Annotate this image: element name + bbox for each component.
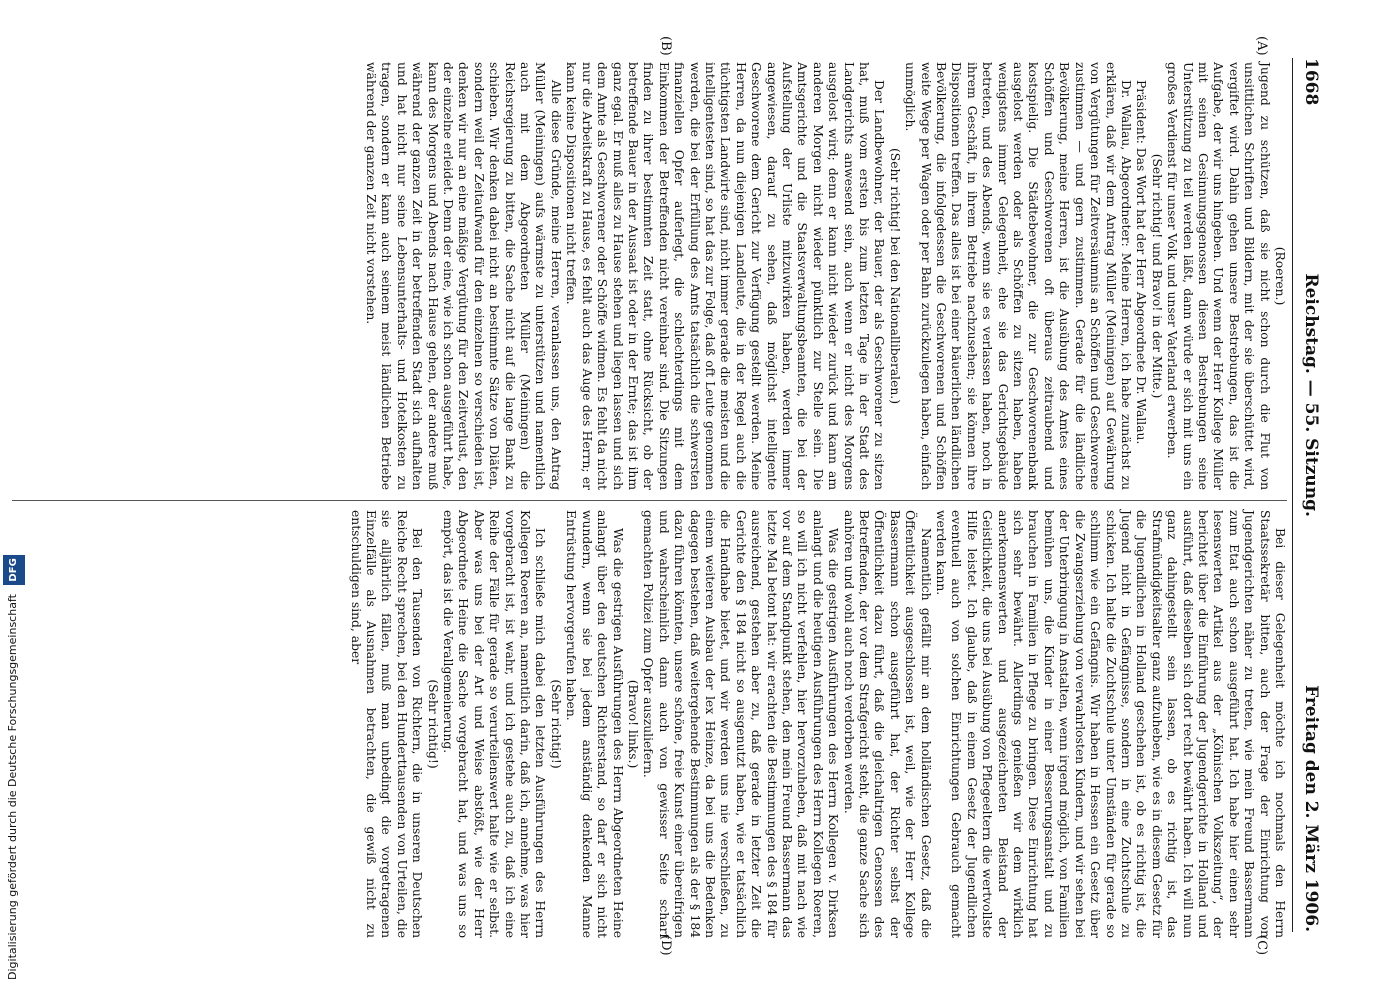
paragraph: Ich schließe mich dabei den letzten Ausführungen des Herrn Kollegen Roeren an, namentlich darin, daß ich, annehme, was hier vorgebracht ist, ist wahr, und ich gestehe auch zu, daß ich eine Reihe der Fälle für gerade so verurteilenswert halte wie er selbst. Aber was uns bei der Art und Weise abstößt, wie der Herr Abgeordnete Heine die Sache vorgebracht hat, und was uns so empört, das ist die Verallgemeinerung. <box>441 510 548 938</box>
dfg-logo: DFG <box>3 555 25 584</box>
right-column <box>347 510 1287 938</box>
digitization-credit <box>2 0 24 1000</box>
paragraph: Was die gestrigen Ausführungen des Herrn Kollegen v. Dirksen anlangt und die heutigen Ausführungen des Herrn Kollegen Roeren, so will ich nicht verfehlen, hier hervorzuheben, daß mit nach wie vor auf dem Standpunkt stehen, den mein Freund Bassermann das letzte Mal betont hat: wir erachten die Bestimmungen des § 184 für ausreichend, gestehen aber zu, daß gerade in letzter Zeit die Gerichte den § 184 nicht so ausgenutzt haben, wie er tatsächlich die Handhabe bietet, und wir werden uns nie verschließen, zu einem weiteren Ausbau der lex Heinze, da bei uns die Bedenken dagegen bestehen, daß weitergehende Bestimmungen als der § 184 dazu führen könnten, unsere schöne, freie Kunst einer übereifrigen und wahrscheinlich dann auch von gewisser Seite scharf gemachten Polizei zum Opfer auszuliefern. <box>641 510 841 938</box>
paragraph: Namentlich gefällt mir an dem holländischen Gesetz, daß die Öffentlichkeit ausgeschlossen ist, weil, wie der Herr Kollege Bassermann schon ausgeführt hat, der Richter selbst der Öffentlichkeit dazu führt, daß die gleichaltrigen Genossen des Betreffenden, der vor dem Strafgericht steht, die ganze Sache sich anhören und wohl auch noch verdorben werden. <box>841 510 933 938</box>
margin-letter-c: (C) <box>1254 935 1269 956</box>
header-rule <box>1292 58 1293 932</box>
credit-text: Digitalisierung gefördert durch die Deutsche Forschungsgemeinschaft <box>6 594 19 980</box>
page-title: Reichstag. — 55. Sitzung. <box>1301 273 1321 517</box>
paragraph: (Sehr richtig! und Bravo! in der Mitte.) <box>1149 153 1164 399</box>
paragraph: (Roeren.) <box>1273 246 1287 306</box>
paragraph: (Sehr richtig! bei den Nationalliberalen.) <box>887 147 902 404</box>
page-header <box>1291 58 1321 932</box>
paragraph: (Sehr richtig!) <box>425 679 440 769</box>
paragraph: Bei dieser Gelegenheit möchte ich nochmals den Herrn Staatssekretär bitten, auch der Frage der Einrichtung von Jugendgerichten näher zu treten, wie mein Freund Bassermann zum Etat auch schon ausgeführt hat. Ich habe hier einen sehr lesenswerten Artikel aus der „Kölnischen Volkszeitung“, der berichtet über die Einführung der Jugendgerichte in Holland und ausführt, daß dieselben sich dort recht bewährt haben. Ich will nun ganz dahingestellt sein lassen, ob es richtig ist, das Strafmündigkeitsalter ganz aufzuheben, wie es in diesem Gesetz für die Jugendlichen in Holland geschehen ist, ob es richtig ist, die Jugend nicht in Gefängnisse, sondern in eine Zuchtschule zu schicken. Ich halte die Zuchtschule unter Umständen für gerade so schlimm wie ein Gefängnis. Wir haben in Hessen ein Gesetz über die Zwangserziehung von verwahrlosten Kindern, und wir sehen bei der Unterbringung in Anstalten, wenn irgend möglich, von Familien bemühen uns, die Kinder in einer Besserungsanstalt und zu brauchen in Familien in Pflege zu bringen. Diese Einrichtung hat sich sehr bewährt. Allerdings genießen wir dem wirklich anerkennenswerten und ausgezeichneten Beistand der Geistlichkeit, die uns bei Ausübung von Pflegeeltern die wertvollste Hilfe leistet. Ich glaube, daß in einem Gesetz der Jugendlichen eventuell auch von solchen Einrichtungen Gebrauch gemacht werden kann. <box>934 510 1287 938</box>
margin-letter-b: (B) <box>658 36 673 56</box>
paragraph: Der Landbewohner, der Bauer, der als Geschworener zu sitzen hat, muß vom ersten bis zum letzten Tage in der Stadt des Landgerichts anwesend sein, auch wenn er nicht des Morgens ausgelost wird; denn er kann nicht wieder zurück und kann am anderen Morgen nicht wieder pünktlich zur Stelle sein. Die Amtsgerichte und die Staatsverwaltungsbeamten, die bei der Aufstellung der Urliste mitzuwirken haben, werden immer angewiesen, darauf zu sehen, daß möglichst intelligente Geschworene dem Gericht zur Verfügung gestellt werden. Meine Herren, da nun diejenigen Landleute, die in der Regel auch die tüchtigsten Landwirte sind, nicht immer gerade die meisten und die intelligentesten sind, so hat das zur Folge, daß oft Leute genommen werden, die bei der Erfüllung des Amts tatsächlich die schwersten finanziellen Opfer auferlegt, die schlechterdings mit dem Einkommen der Betreffenden nicht vereinbar sind. Die Sitzungen finden zu ihrer bestimmten Zeit statt, ohne Rücksicht, ob der betreffende Bauer in der Aussaat ist oder in der Ernte; das ist ihm ganz egal. Er muß alles zu Hause stehen und liegen lassen und sich dem Amte als Geschworener oder Schöffe widmen. Es fehlt da nicht nur die Arbeitskraft zu Hause, es fehlt auch das Auge des Herrn; er kann keine Dispositionen nicht treffen. <box>564 62 887 490</box>
column-divider <box>12 500 1287 501</box>
paragraph: Alle diese Gründe, meine Herren, veranlassen uns, den Antrag Müller (Meiningen) aufs wärmste zu unterstützen und namentlich auch mit dem Abgeordneten Müller (Meiningen) die Reichsregierung zu bitten, die Sache nicht auf die lange Bank zu schieben. Wir denken dabei nicht an bestimmte Sätze von Diäten, sondern weil der Zeitaufwand für den einzelnen so verschieden ist, denken wir nur an eine mäßige Vergütung für den Zeitverlust, den der einzelne erleidet. Denn der eine, wie ich schon ausgeführt habe, kann des Morgens und Abends nach Hause gehen, der andere muß während der ganzen Zeit in der betreffenden Stadt sich aufhalten und hat nicht nur seine Lebensunterhalts- und Hotelkosten zu tragen, sondern er kann auch seinem meist ländlichen Betriebe während der ganzen Zeit nicht vorstehen. <box>364 62 563 490</box>
margin-letter-a: (A) <box>1254 36 1269 56</box>
paragraph: Dr. Wallau, Abgeordneter: Meine Herren, ich habe zunächst zu erklären, daß wir dem Antrag Müller (Meiningen) auf Gewährung von Vergütungen für Zeitversäumnis an Schöffen und Geschworene zustimmen — und gern zustimmen. Gerade für die ländliche Bevölkerung, meine Herren, ist die Ausübung des Amtes eines Schöffen und Geschworenen oft überaus zeitraubend und kostspielig. Die Städtebewohner, die zur Geschworenenbank ausgelost werden oder als Schöffen zu sitzen haben, haben wenigstens immer Gelegenheit, ehe sie das Gerichtsgebäude betreten, und des Abends, wenn sie es verlassen haben, noch in ihrem Geschäft, in ihrem Betriebe nachzusehen; sie können ihre Dispositionen treffen. Das alles ist bei einer bäuerlichen ländlichen Bevölkerung, die infolgedessen die Geschworenen und Schöffen weite Wege per Wagen oder per Bahn zurückzulegen haben, einfach unmöglich. <box>903 62 1133 490</box>
margin-letter-d: (D) <box>658 935 673 956</box>
paragraph: (Bravo! links.) <box>625 679 640 769</box>
page-date: Freitag den 2. März 1906. <box>1301 685 1321 932</box>
paragraph: Was die gestrigen Ausführungen des Herrn Abgeordneten Heine anlangt über den deutschen Richterstand, so darf er sich nicht wundern, wenn sie bei jedem anständig denkenden Manne Entrüstung hervorgerufen haben. <box>564 510 625 938</box>
paragraph: Bei den Tausenden von Richtern, die in unseren Deutschen Reiche Recht sprechen, bei den Hunderttausenden von Urteilen, die sie alljährlich fällen, muß man unbedingt die vorgetragenen Einzelfälle als Ausnahmen betrachten, die gewiß nicht zu entschuldigen sind, aber <box>348 510 425 938</box>
paragraph: Präsident: Das Wort hat der Herr Abgeordnete Dr. Wallau. <box>1134 80 1149 445</box>
paragraph: Jugend zu schützen, daß sie nicht schon durch die Flut von unsittlichen Schriften und Bildern, mit der sie überschüttet wird, vergiftet wird. Dahin gehen unsere Bestrebungen, das ist die Aufgabe, der wir uns hingeben. Und wenn der Herr Kollege Müller mit seinen Gesinnungsgenossen diesen Bestrebungen seine Unterstützung zu teil werden läßt, dann würde er sich mit uns ein großes Verdienst für unser Volk und unser Vaterland erwerben. <box>1165 62 1272 490</box>
rotated-page <box>0 30 1333 960</box>
paragraph: (Sehr richtig!) <box>548 679 563 769</box>
page-number: 1668 <box>1301 58 1321 106</box>
left-column <box>363 62 1287 490</box>
